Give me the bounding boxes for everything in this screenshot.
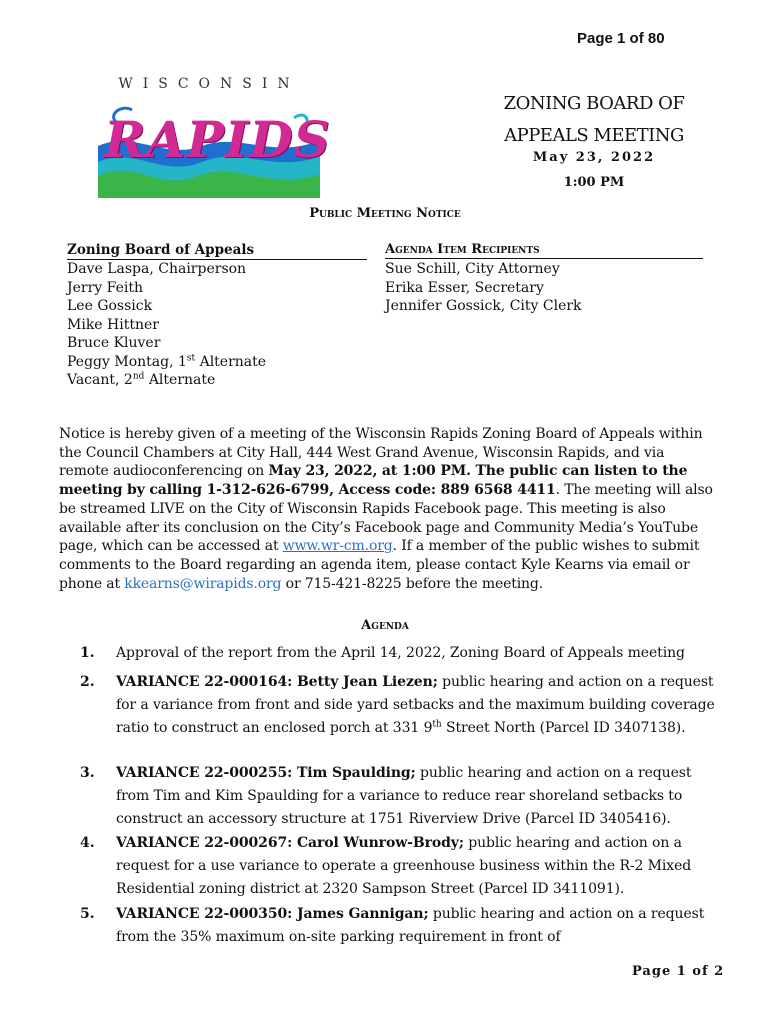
board-alternate-1: Peggy Montag, 1st Alternate xyxy=(67,352,267,370)
wr-cm-link[interactable]: www.wr-cm.org xyxy=(282,538,393,555)
page-footer: Page 1 of 2 xyxy=(632,964,725,979)
recipient: Erika Esser, Secretary xyxy=(385,279,544,296)
city-logo xyxy=(98,76,331,198)
recipient: Sue Schill, City Attorney xyxy=(385,261,560,277)
notice-heading: Public Meeting Notice xyxy=(309,206,461,221)
email-link[interactable]: kkearns@wirapids.org xyxy=(124,575,282,592)
call-in-info: May 23, 2022, at 1:00 PM. The public can listen to the meeting by calling 1-312-626-6799, Access code: 889 6568 4411 xyxy=(59,463,688,499)
meeting-title xyxy=(470,88,718,152)
notice-paragraph: Notice is hereby given of a meeting of the Wisconsin Rapids Zoning Board of Appeals within the Council Chambers at City Hall, 444 West Grand Avenue, Wisconsin Rapids, and via remote audioconferencing on May 23, 2022, at 1:00 PM. The public can listen to the meeting by calling 1-312-626-6799, Access code: 889 6568 4411. The meeting will also be streamed LIVE on the City of Wisconsin Rapids Facebook page. This meeting is also available after its conclusion on the City’s Facebook page and Community Media’s YouTube page, which can be accessed at www.wr-cm.org. If a member of the public wishes to submit comments to the Board regarding an agenda item, please contact Kyle Kearns via email or phone at kkearns@wirapids.org or 715-421-8225 before the meeting. xyxy=(59,426,713,592)
board-member: Bruce Kluver xyxy=(67,335,161,351)
viewer-page-counter: Page 1 of 80 xyxy=(577,30,665,47)
board-member: Dave Laspa, Chairperson xyxy=(67,261,247,277)
meeting-date: May 23, 2022 xyxy=(532,150,656,165)
recipient-list xyxy=(385,260,582,316)
board-member: Lee Gossick xyxy=(67,298,153,314)
logo-wordmark: RAPIDS xyxy=(104,110,331,169)
meeting-title-line2: APPEALS MEETING xyxy=(504,125,684,146)
board-alternate-2: Vacant, 2nd Alternate xyxy=(67,371,216,388)
board-member: Mike Hittner xyxy=(67,316,159,333)
meeting-time: 1:00 PM xyxy=(563,175,625,190)
recipients-heading: Agenda Item Recipients xyxy=(385,242,703,259)
board-heading: Zoning Board of Appeals xyxy=(67,242,367,260)
meeting-title-line1: ZONING BOARD OF xyxy=(503,93,685,114)
logo-state-text: WISCONSIN xyxy=(118,76,300,92)
recipient: Jennifer Gossick, City Clerk xyxy=(385,298,582,314)
board-member-list xyxy=(67,260,266,390)
agenda-heading: Agenda xyxy=(361,618,409,633)
board-member: Jerry Feith xyxy=(67,279,143,296)
